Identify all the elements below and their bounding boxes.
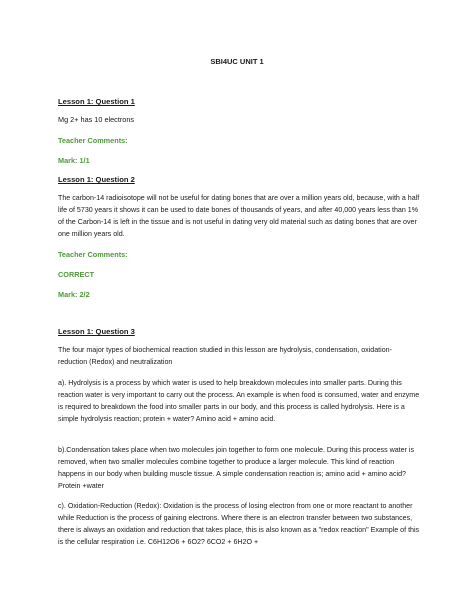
question-2-section: [58, 175, 420, 185]
question-1-teacher-comments-label: Teacher Comments:: [58, 136, 128, 145]
question-3-part-b: b).Condensation takes place when two molecules join together to form one molecule. During this process water is removed, when two smaller molecules combine together to produce a larger molecule. This kind of reaction happens in our body when building muscle tissue. A simple condensation reaction is; amino acid + amino acid? Protein +water: [58, 446, 415, 490]
question-2-comment-block: [58, 270, 420, 280]
question-2-teacher-comments-label: Teacher Comments:: [58, 250, 128, 259]
question-1-mark-block: [58, 156, 420, 166]
question-1-answer: Mg 2+ has 10 electrons: [58, 115, 135, 124]
question-3-section: [58, 327, 420, 337]
question-2-mark-block: [58, 290, 420, 300]
question-3-heading: Lesson 1: Question 3: [58, 327, 135, 336]
question-1-section: [58, 97, 420, 107]
question-2-answer-block: [58, 192, 420, 240]
question-3-intro-block: [58, 344, 420, 368]
question-3-part-c-block: [58, 500, 420, 548]
question-2-heading: Lesson 1: Question 2: [58, 175, 135, 184]
question-3-part-c: c). Oxidation-Reduction (Redox): Oxidation is the process of losing electron from one or more reactant to another while Reduction is the process of gaining electrons. Where there is an electron transfer between two substances, there is always an oxidation and reduction that takes place, this is also known as a "redox reaction" Example of this is the cellular respiration i.e. C6H12O6 + 6O2? 6CO2 + 6H2O +: [58, 502, 420, 546]
question-1-mark: Mark: 1/1: [58, 156, 90, 165]
question-1-answer-block: [58, 114, 420, 126]
question-3-part-a-block: [58, 377, 420, 425]
question-2-mark: Mark: 2/2: [58, 290, 90, 299]
document-title: SBI4UC UNIT 1: [210, 57, 264, 66]
question-3-part-a: a). Hydrolysis is a process by which water is used to help breakdown molecules into smaller parts. During this reaction water is very important to carry out the process. An example is when food is consumed, water and enzyme is required to breakdown the food into smaller parts in our body, and this process is called hydrolysis. Here is a simple hydrolysis reaction; protein + water? Amino acid + amino acid.: [58, 379, 420, 423]
question-2-answer: The carbon-14 radioisotope will not be useful for dating bones that are over a million years old, because, with a half life of 5730 years it shows it can be used to date bones of thousands of years, and after 40,000 years less than 1% of the Carbon-14 is left in the tissue and is not useful in dating very old material such as dating bones that are over one million years old.: [58, 194, 420, 238]
question-1-teacher-block: [58, 136, 420, 146]
question-2-teacher-block: [58, 250, 420, 260]
question-3-part-b-block: [58, 444, 420, 492]
question-2-comment: CORRECT: [58, 270, 95, 279]
question-3-intro: The four major types of biochemical reaction studied in this lesson are hydrolysis, condensation, oxidation-reduction (Redox) and neutralization: [58, 346, 392, 366]
question-1-heading: Lesson 1: Question 1: [58, 97, 135, 106]
